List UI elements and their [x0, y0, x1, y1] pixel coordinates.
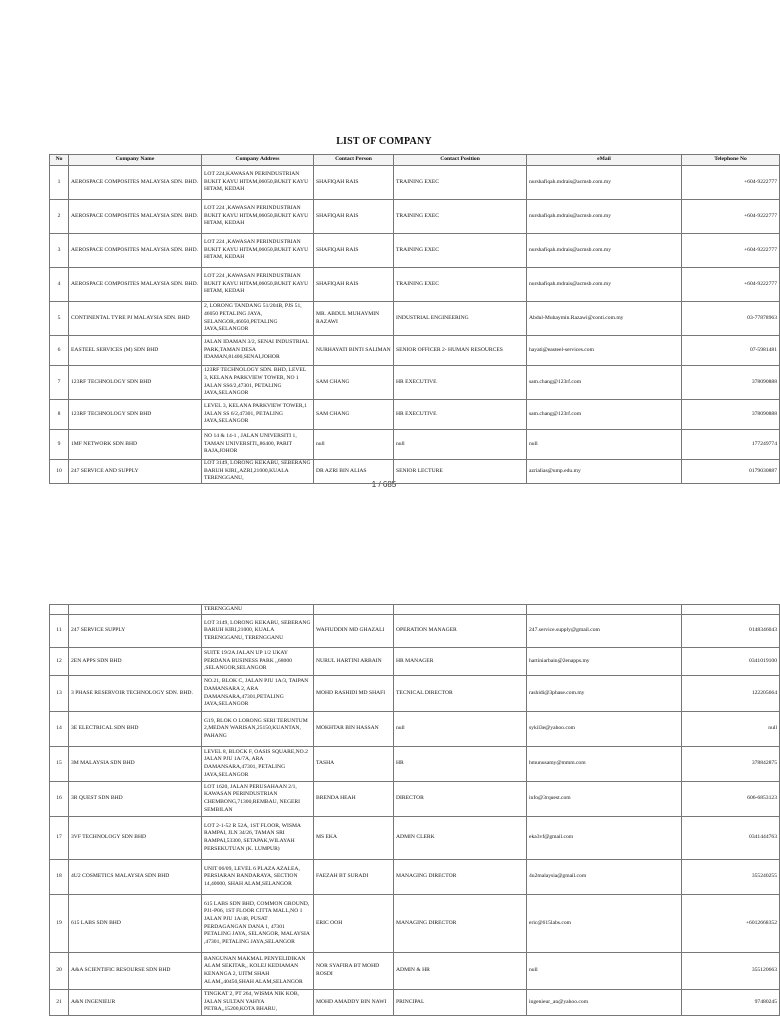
col-header-email: eMail [527, 155, 682, 166]
cell-contact-person: SHAFIQAH RAIS [314, 166, 394, 200]
cell-company: 3M MALAYSIA SDN BHD [69, 747, 202, 782]
cell-no: 9 [50, 430, 69, 460]
cell-telephone: +604-9222777 [682, 234, 780, 268]
cell-company: AEROSPACE COMPOSITES MALAYSIA SDN. BHD. [69, 234, 202, 268]
cell-address: G19, BLOK O LORONG SERI TERUNTUM 2,MEDAN WARISAN,25150,KUANTAN, PAHANG [202, 712, 314, 747]
cell-no: 3 [50, 234, 69, 268]
cell-company: 3VF TECHNOLOGY SDN BHD [69, 817, 202, 860]
table-row [50, 747, 780, 782]
cell-contact-person: SAM CHANG [314, 400, 394, 430]
cell-telephone: 0179030887 [682, 460, 780, 484]
cell-contact-position: null [394, 430, 527, 460]
cell-telephone: +6012668352 [682, 895, 780, 953]
cell-no: 16 [50, 782, 69, 817]
cell-telephone: 0341019100 [682, 648, 780, 676]
cell-email: azrialias@ump.edu.my [527, 460, 682, 484]
cell-email: nurshafiqah.mdrais@acmsb.com.my [527, 166, 682, 200]
cell-no: 21 [50, 990, 69, 1016]
table-row [50, 895, 780, 953]
cell-no: 19 [50, 895, 69, 953]
cell-company: 1MF NETWORK SDN BHD [69, 430, 202, 460]
table-row [50, 234, 780, 268]
cell-company: 123RF TECHNOLOGY SDN BHD [69, 400, 202, 430]
cell-address: LOT 3149, LORONG KEKABU, SEBERANG BARUH KIRI,,AZRI,21000,KUALA TERENGGANU, [202, 460, 314, 484]
cell-email: ingenieur_an@yahoo.com [527, 990, 682, 1016]
table-header-row [50, 155, 780, 166]
cell-company: CONTINENTAL TYRE PJ MALAYSIA SDN. BHD [69, 302, 202, 336]
cell-contact-position: SENIOR OFFICER 2- HUMAN RESOURCES [394, 336, 527, 366]
table-row [50, 268, 780, 302]
cell-address: LOT 224 ,KAWASAN PERINDUSTRIAN BUKIT KAYU HITAM,06050,BUKIT KAYU HITAM, KEDAH [202, 200, 314, 234]
cell-contact-position: INDUSTRIAL ENGINEERING [394, 302, 527, 336]
cell-email: hartiniarbain@2enapps.my [527, 648, 682, 676]
cell-company: 3R QUEST SDN BHD [69, 782, 202, 817]
cell-address: BANGUNAN MAKMAL PENYELIDIKAN ALAM SEKITAR,, KOLEJ KEDIAMAN KENANGA 2, UITM SHAH ALAM,,40450,SHAH ALAM,SELANGOR [202, 953, 314, 990]
cell-contact-position: TRAINING EXEC [394, 234, 527, 268]
cell-company: AEROSPACE COMPOSITES MALAYSIA SDN. BHD. [69, 268, 202, 302]
cell-contact-person: SHAFIQAH RAIS [314, 200, 394, 234]
table-row [50, 336, 780, 366]
cell-contact-position: ADMIN CLERK [394, 817, 527, 860]
cell-telephone: 03-77878963 [682, 302, 780, 336]
col-header-no: No [50, 155, 69, 166]
cell-no: 5 [50, 302, 69, 336]
cell-no: 11 [50, 615, 69, 648]
cell-address: LOT 224,KAWASAN PERINDUSTRIAN BUKIT KAYU HITAM,06050,BUKIT KAYU HITAM, KEDAH [202, 166, 314, 200]
cell-no: 4 [50, 268, 69, 302]
cell-contact-person: NURUL HARTINI ARBAIN [314, 648, 394, 676]
cell-contact-position: OPERATION MANAGER [394, 615, 527, 648]
cell-telephone: 606-6853123 [682, 782, 780, 817]
cell-email: sykil3e@yahoo.com [527, 712, 682, 747]
cell-no: 13 [50, 676, 69, 712]
cell-email: Abdul-Muhaymin.Razawi@conti.com.my [527, 302, 682, 336]
cell-telephone: 0148346043 [682, 615, 780, 648]
cell-email: sam.chang@123rf.com [527, 400, 682, 430]
cell-email: rashidi@3phase.com.my [527, 676, 682, 712]
cell-contact-person: MOKHTAR BIN HASSAN [314, 712, 394, 747]
cell-contact-position: TRAINING EXEC [394, 200, 527, 234]
cell-company: 247 SERVICE AND SUPPLY [69, 460, 202, 484]
cell-company: A&N INGENIEUR [69, 990, 202, 1016]
cell-contact-person: MR. ABDUL MUHAYMIN RAZAWI [314, 302, 394, 336]
cell-address: UNIT 06/09, LEVEL 6 PLAZA AZALEA, PERSIARAN BANDARAYA, SECTION 14,40000, SHAH ALAM,SELANGOR [202, 860, 314, 895]
cell-no: 14 [50, 712, 69, 747]
cell-email: hayati@easteel-services.com [527, 336, 682, 366]
cell-contact-position: PRINCIPAL [394, 990, 527, 1016]
cell-no: 10 [50, 460, 69, 484]
cell-contact-person: TASHA [314, 747, 394, 782]
cell-contact-position: TRAINING EXEC [394, 166, 527, 200]
cell-address: LOT 3149, LORONG KEKABU, SEBERANG BARUH KIRI,21000, KUALA TERENGGANU, TERENGGANU [202, 615, 314, 648]
cell-contact-position: TECNICAL DIRECTOR [394, 676, 527, 712]
col-header-tel: Telephone No [682, 155, 780, 166]
cell-company: 123RF TECHNOLOGY SDN BHD [69, 366, 202, 400]
table-row [50, 648, 780, 676]
cell-email: sam.chang@123rf.com [527, 366, 682, 400]
cell-company: 3E ELECTRICAL SDN BHD [69, 712, 202, 747]
cell-telephone: 122205664 [682, 676, 780, 712]
cell-contact-person: DR AZRI BIN ALIAS [314, 460, 394, 484]
cell-address: LEVEL 3, KELANA PARKVIEW TOWER,1 JALAN SS 6/2,47301, PETALING JAYA,SELANGOR [202, 400, 314, 430]
cell-company: 247 SERVICE SUPPLY [69, 615, 202, 648]
col-header-company: Company Name [69, 155, 202, 166]
cell-address: TINGKAT 2, PT 264, WISMA NIK KOB, JALAN SULTAN YAHYA PETRA,,15200,KOTA BHARU, [202, 990, 314, 1016]
cell-address: LOT 224 ,KAWASAN PERINDUSTRIAN BUKIT KAYU HITAM,06050,BUKIT KAYU HITAM, KEDAH [202, 234, 314, 268]
table-row [50, 430, 780, 460]
cell-telephone: 177249774 [682, 430, 780, 460]
table-row [50, 200, 780, 234]
cell-contact-person: MOHD RASHIDI MD SHAFI [314, 676, 394, 712]
cell-company: AEROSPACE COMPOSITES MALAYSIA SDN. BHD. [69, 200, 202, 234]
cell-contact-position: ADMIN & HR [394, 953, 527, 990]
cell-company: 615 LABS SDN BHD [69, 895, 202, 953]
cell-contact-person: NURHAYATI BINTI SALIMAN [314, 336, 394, 366]
table-row-continuation [50, 605, 780, 615]
table-row [50, 366, 780, 400]
cell-telephone: 355240255 [682, 860, 780, 895]
cell-address: 615 LABS SDN BHD, COMMON GROUND, PJ1-P06, 1ST FLOOR CITTA MALL,NO 1 JALAN PJU 1A/48, PUSAT PERDAGANGAN DANA 1, 47301 PETALING JAYA, SELANGOR, MALAYSIA ,47301, PETALING JAYA,SELANGOR [202, 895, 314, 953]
cell-email: null [527, 430, 682, 460]
cell-contact-person: SHAFIQAH RAIS [314, 234, 394, 268]
table-row [50, 817, 780, 860]
cell-telephone: 07-5981481 [682, 336, 780, 366]
cell-contact-position: TRAINING EXEC [394, 268, 527, 302]
cell-contact-position: MANAGING DIRECTOR [394, 895, 527, 953]
cell-address: NO 14 & 14-1 , JALAN UNIVERSITI 1, TAMAN UNIVERSITI,,86400, PARIT RAJA,JOHOR [202, 430, 314, 460]
cell-address: SUITE 19/2A JALAN UP 1/2 UKAY PERDANA BUSINESS PARK ,,68000 ,SELANGOR,SELANGOR [202, 648, 314, 676]
cell-telephone: 378090888 [682, 400, 780, 430]
cell-address: LOT 1620, JALAN PERUSAHAAN 2/1, KAWASAN PERINDUSTRIAN CHEMBONG,71300,REMBAU, NEGERI SEMBILAN [202, 782, 314, 817]
cell-contact-position: HR EXECUTIVE [394, 400, 527, 430]
cell-email: 4u2malaysia@gmail.com [527, 860, 682, 895]
cell-contact-person: FAEZAH BT SURADI [314, 860, 394, 895]
cell-company: 4U2 COSMETICS MALAYSIA SDN BHD [69, 860, 202, 895]
table-row [50, 712, 780, 747]
table-row [50, 460, 780, 484]
cell-telephone: +604-9222777 [682, 200, 780, 234]
table-row [50, 782, 780, 817]
cell-email: 247.service.supply@gmail.com [527, 615, 682, 648]
cell-address: TERENGGANU [202, 605, 314, 615]
col-header-person: Contact Person [314, 155, 394, 166]
cell-no: 20 [50, 953, 69, 990]
cell-company: EASTEEL SERVICES (M) SDN BHD [69, 336, 202, 366]
company-table-page-1 [49, 154, 780, 484]
cell-email: null [527, 953, 682, 990]
cell-telephone: +604-9222777 [682, 268, 780, 302]
cell-contact-person: MOHD AMADDY BIN NAWI [314, 990, 394, 1016]
cell-contact-person: NOR SYAFIRA BT MOHD ROSDI [314, 953, 394, 990]
cell-contact-person: SAM CHANG [314, 366, 394, 400]
cell-email: nurshafiqah.mdrais@acmsb.com.my [527, 268, 682, 302]
cell-email: nurshafiqah.mdrais@acmsb.com.my [527, 200, 682, 234]
cell-no: 2 [50, 200, 69, 234]
table-row [50, 990, 780, 1016]
table-row [50, 615, 780, 648]
table-row [50, 676, 780, 712]
cell-address: LOT 224 ,KAWASAN PERINDUSTRIAN BUKIT KAYU HITAM,06050,BUKIT KAYU HITAM, KEDAH [202, 268, 314, 302]
cell-address: 123RF TECHNOLOGY SDN. BHD, LEVEL 3, KELANA PARKVIEW TOWER, NO 1 JALAN SS6/2,47301, PETALING JAYA,SELANGOR [202, 366, 314, 400]
cell-telephone: +604-9222777 [682, 166, 780, 200]
cell-telephone: 97480245 [682, 990, 780, 1016]
cell-email: nurshafiqah.mdrais@acmsb.com.my [527, 234, 682, 268]
cell-contact-position: SENIOR LECTURE [394, 460, 527, 484]
cell-no: 12 [50, 648, 69, 676]
cell-contact-person: null [314, 430, 394, 460]
cell-contact-position: null [394, 712, 527, 747]
table-row [50, 953, 780, 990]
cell-company: 2EN APPS SDN BHD [69, 648, 202, 676]
cell-address: LOT 2-1-52 R 52A, 1ST FLOOR, WISMA RAMPAI, JLN 34/26, TAMAN SRI RAMPAI,53300, SETAPAK,WILAYAH PERSEKUTUAN (K. LUMPUR) [202, 817, 314, 860]
cell-no: 6 [50, 336, 69, 366]
cell-contact-person: BRENDA HEAH [314, 782, 394, 817]
cell-email: eric@615labs.com [527, 895, 682, 953]
table-row [50, 400, 780, 430]
cell-contact-position: DIRECTOR [394, 782, 527, 817]
cell-company: A&A SCIENTIFIC RESOURSE SDN BHD [69, 953, 202, 990]
cell-address: JALAN IDAMAN 3/2, SENAI INDUSTRIAL PARK,TAMAN DESA IDAMAN,81400,SENAI,JOHOR [202, 336, 314, 366]
col-header-position: Contact Position [394, 155, 527, 166]
table-row [50, 302, 780, 336]
cell-contact-person: SHAFIQAH RAIS [314, 268, 394, 302]
cell-email: hmunusamy@mmm.com [527, 747, 682, 782]
cell-email: info@3rquest.com [527, 782, 682, 817]
cell-no: 18 [50, 860, 69, 895]
cell-no: 1 [50, 166, 69, 200]
cell-no: 7 [50, 366, 69, 400]
cell-contact-position: MANAGING DIRECTOR [394, 860, 527, 895]
cell-address: 2, LORONG TANDANG 51/204B, PJS 51, 46050 PETALING JAYA, SELANGOR,46050,PETALING JAYA,SELANGOR [202, 302, 314, 336]
page-indicator: 1 / 685 [371, 480, 397, 489]
cell-email: eka3vf@gmail.com [527, 817, 682, 860]
table-row [50, 166, 780, 200]
cell-telephone: 378842875 [682, 747, 780, 782]
cell-contact-position: HR MANAGER [394, 648, 527, 676]
col-header-address: Company Address [202, 155, 314, 166]
cell-company: AEROSPACE COMPOSITES MALAYSIA SDN. BHD. [69, 166, 202, 200]
cell-telephone: null [682, 712, 780, 747]
cell-contact-position: HR EXECUTIVE [394, 366, 527, 400]
cell-no: 8 [50, 400, 69, 430]
company-table-page-2 [49, 604, 780, 1016]
cell-contact-position: HR [394, 747, 527, 782]
cell-company: 3 PHASE RESERVOIR TECHNOLOGY SDN. BHD. [69, 676, 202, 712]
document-title: LIST OF COMPANY [336, 136, 432, 147]
table-row [50, 860, 780, 895]
cell-telephone: 378090888 [682, 366, 780, 400]
cell-contact-person: WAFIUDDIN MD GHAZALI [314, 615, 394, 648]
cell-address: LEVEL 8, BLOCK F, OASIS SQUARE,NO.2 JALAN PJU 1A/7A, ARA DAMANSARA,47301, PETALING JAYA,SELANGOR [202, 747, 314, 782]
cell-contact-person: MS EKA [314, 817, 394, 860]
cell-no: 17 [50, 817, 69, 860]
cell-telephone: 0341444763 [682, 817, 780, 860]
cell-contact-person: ERIC OOH [314, 895, 394, 953]
cell-address: NO.21, BLOK C, JALAN PJU 1A/3, TAIPAN DAMANSARA 2, ARA DAMANSARA,47301,PETALING JAYA,SELANGOR [202, 676, 314, 712]
cell-telephone: 355120663 [682, 953, 780, 990]
cell-no: 15 [50, 747, 69, 782]
